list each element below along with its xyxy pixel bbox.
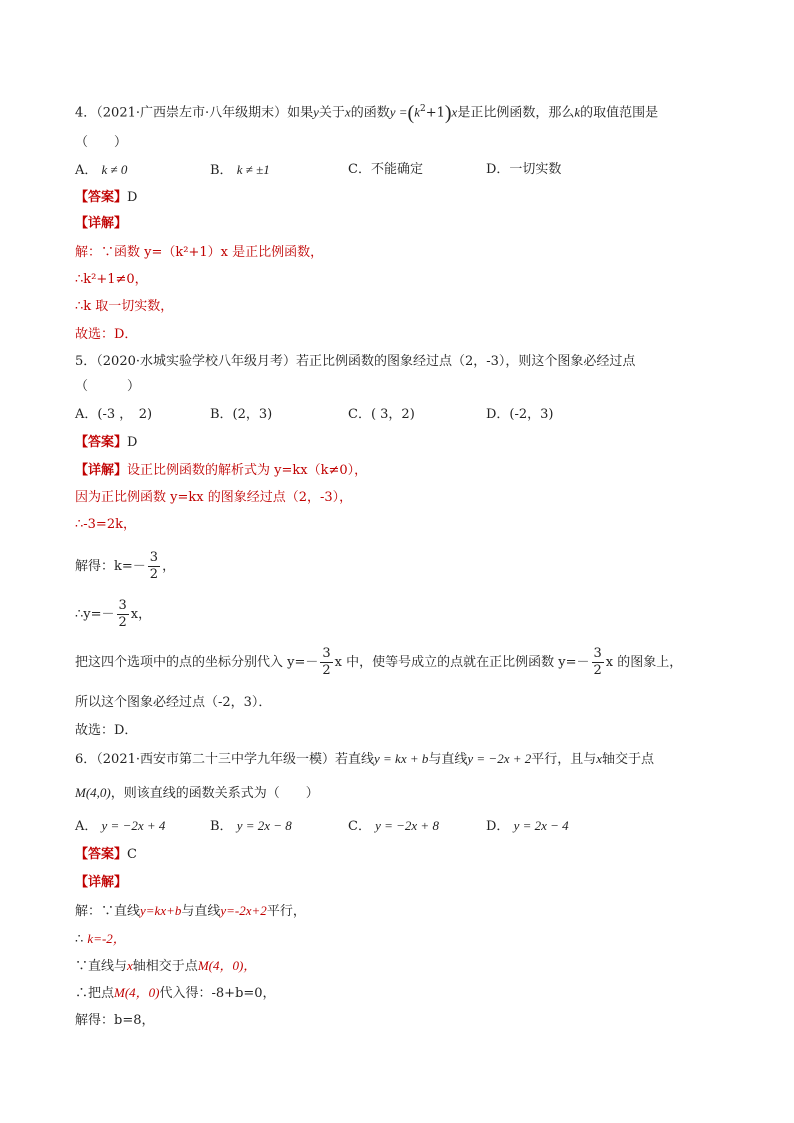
- q5-option-a: A．(-3 ， 2): [75, 407, 153, 422]
- q5-paren: （ ）: [75, 379, 141, 394]
- q6-stem-2: M(4,0)，则该直线的函数关系式为（ ）: [75, 785, 319, 801]
- q5-step-6: 所以这个图象必经过点（-2，3）．: [75, 695, 272, 710]
- q5-detail: 【详解】设正比例函数的解析式为 y=kx（k≠0），: [75, 463, 368, 478]
- q5-step-2: ∴-3=2k，: [75, 517, 136, 532]
- q6-option-b: B． y = 2x − 8: [210, 818, 292, 834]
- q5-answer: 【答案】D: [75, 435, 138, 450]
- q4-option-d: D．一切实数: [486, 162, 562, 177]
- q6-step-1: 解：∵直线y=kx+b与直线y=-2x+2平行，: [75, 903, 306, 919]
- q5-step-1: 因为正比例函数 y=kx 的图象经过点（2，-3），: [75, 490, 353, 505]
- q4-paren: （ ）: [75, 135, 128, 150]
- q6-detail-label: 【详解】: [75, 875, 128, 890]
- q4-option-a: A． k ≠ 0: [75, 162, 128, 178]
- q5-option-d: D．(-2，3): [486, 407, 554, 422]
- q6-step-4: ∴把点M(4，0)代入得：-8+b=0，: [75, 985, 276, 1001]
- q5-step-3: 解得：k=－ $\frac{3}{2}$ ，: [75, 550, 176, 582]
- q4-detail-label: 【详解】: [75, 216, 128, 231]
- q5-option-b: B．(2，3): [210, 407, 273, 422]
- q4-step-2: ∴k²+1≠0，: [75, 272, 148, 287]
- q6-answer: 【答案】C: [75, 847, 137, 862]
- q4-answer: 【答案】D: [75, 190, 138, 205]
- q6-step-5: 解得：b=8，: [75, 1013, 155, 1028]
- q5-stem: 5．（2020·水城实验学校八年级月考）若正比例函数的图象经过点（2，-3），则这个图象必经过点: [75, 354, 636, 369]
- q5-step-7: 故选：D．: [75, 723, 138, 738]
- q6-option-c: C． y = −2x + 8: [348, 818, 439, 834]
- q5-option-c: C．( 3，2): [348, 407, 415, 422]
- q4-step-1: 解：∵函数 y=（k²+1）x 是正比例函数，: [75, 245, 324, 260]
- q5-step-5: 把这四个选项中的点的坐标分别代入 y=－ $\frac{3}{2}$ x 中，使等号成立的点就在正比例函数 y=－ $\frac{3}{2}$ x 的图象上，: [75, 646, 683, 678]
- q4-step-3: ∴k 取一切实数，: [75, 299, 174, 314]
- q5-step-4: ∴y=－ $\frac{3}{2}$ x，: [75, 598, 152, 630]
- q4-option-c: C．不能确定: [348, 162, 423, 177]
- q4-stem: 4．（2021·广西崇左市·八年级期末）如果y关于x的函数$y =(k^2+1)x$是正比例函数，那么k的取值范围是: [75, 101, 659, 124]
- q6-option-a: A． y = −2x + 4: [75, 818, 166, 834]
- q4-step-4: 故选：D．: [75, 327, 138, 342]
- q6-option-d: D． y = 2x − 4: [486, 818, 569, 834]
- q6-step-3: ∵直线与x轴相交于点M(4，0)，: [75, 958, 257, 974]
- q4-option-b: B． k ≠ ±1: [210, 162, 270, 178]
- q6-step-2: ∴ k=-2，: [75, 931, 126, 947]
- q6-stem: 6．（2021·西安市第二十三中学九年级一模）若直线y = kx + b与直线y = −2x + 2平行，且与x轴交于点: [75, 751, 655, 767]
